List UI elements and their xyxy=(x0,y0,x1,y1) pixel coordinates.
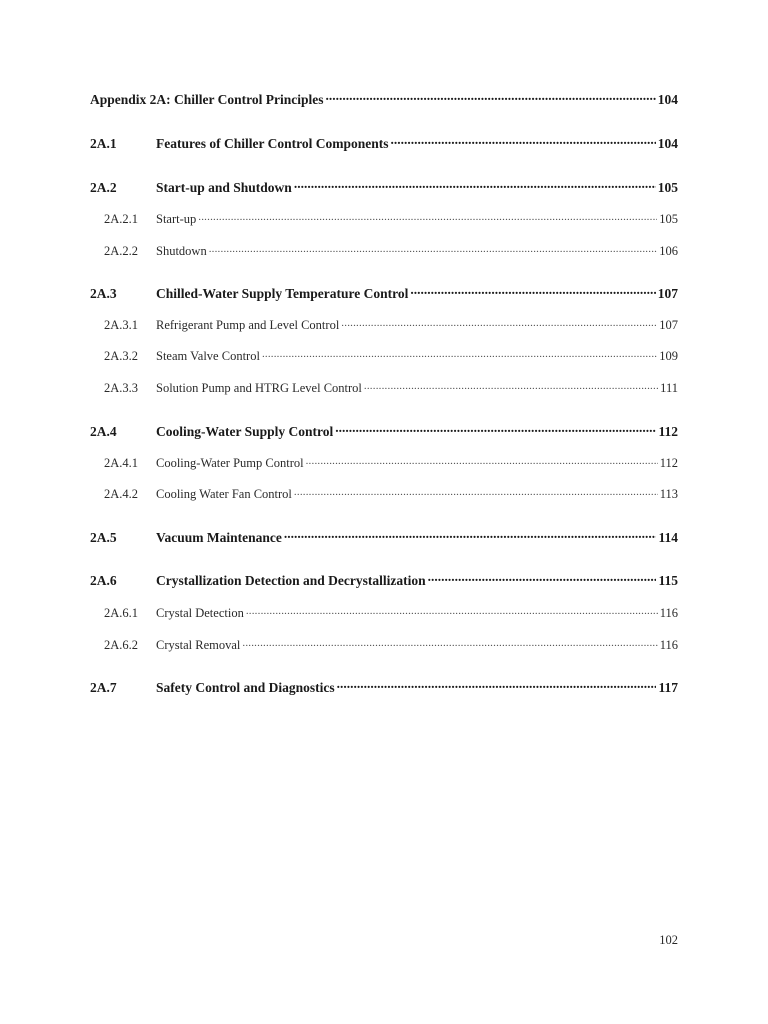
toc-entry-number: 2A.4.2 xyxy=(104,486,139,501)
dot-leader xyxy=(335,422,656,436)
toc-entry-number: 2A.6.1 xyxy=(104,605,139,620)
toc-entry-title: Cooling Water Fan Control xyxy=(156,486,292,501)
dot-leader xyxy=(364,379,658,392)
toc-entry-number: 2A.3 xyxy=(90,285,117,301)
toc-entry-number: 2A.6 xyxy=(90,572,117,588)
dot-leader xyxy=(428,571,657,585)
toc-entry[interactable] xyxy=(90,90,678,108)
toc-entry-title: Appendix 2A: Chiller Control Principles xyxy=(90,91,324,107)
dot-leader xyxy=(337,678,657,692)
toc-entry-number: 2A.1 xyxy=(90,135,117,151)
toc-entry-page: 114 xyxy=(658,529,678,545)
toc-entry-page: 117 xyxy=(658,679,678,695)
toc-entry-page: 107 xyxy=(659,317,678,332)
toc-entry-title: Cooling-Water Supply Control xyxy=(156,423,334,439)
toc-entry-title: Features of Chiller Control Components xyxy=(156,135,389,151)
toc-entry-number: 2A.7 xyxy=(90,679,117,695)
dot-leader xyxy=(410,284,655,298)
toc-entry-title: Solution Pump and HTRG Level Control xyxy=(156,380,362,395)
dot-leader xyxy=(246,604,658,617)
toc-entry-title: Start-up xyxy=(156,211,197,226)
toc-entry-number: 2A.2 xyxy=(90,179,117,195)
toc-entry-title: Chilled-Water Supply Temperature Control xyxy=(156,285,409,301)
dot-leader xyxy=(262,347,657,360)
toc-entry-number: 2A.6.2 xyxy=(104,637,139,652)
dot-leader xyxy=(242,636,657,649)
toc-entry-number: 2A.3.1 xyxy=(104,317,139,332)
toc-entry-title: Cooling-Water Pump Control xyxy=(156,455,304,470)
page-number: 102 xyxy=(659,933,678,947)
toc-entry[interactable] xyxy=(90,636,678,653)
toc-entry-title: Steam Valve Control xyxy=(156,348,260,363)
toc-entry[interactable] xyxy=(90,134,678,152)
toc-entry-title: Refrigerant Pump and Level Control xyxy=(156,317,340,332)
toc-entry-page: 113 xyxy=(659,486,678,501)
toc-entry[interactable] xyxy=(90,528,678,546)
toc-entry-page: 111 xyxy=(660,380,678,395)
toc-entry-number: 2A.5 xyxy=(90,529,117,545)
dot-leader xyxy=(284,528,657,542)
toc-entry[interactable] xyxy=(90,422,678,440)
toc-entry-page: 104 xyxy=(657,91,678,107)
toc-entry[interactable] xyxy=(90,284,678,302)
dot-leader xyxy=(209,242,658,255)
dot-leader xyxy=(341,316,657,329)
toc-entry-page: 115 xyxy=(658,572,678,588)
toc-entry[interactable] xyxy=(90,347,678,364)
dot-leader xyxy=(294,178,656,192)
toc-entry[interactable] xyxy=(90,571,678,589)
toc-entry-title: Crystallization Detection and Decrystallization xyxy=(156,572,426,588)
toc-entry-title: Vacuum Maintenance xyxy=(156,529,282,545)
toc-entry[interactable] xyxy=(90,604,678,621)
toc-entry[interactable] xyxy=(90,379,678,396)
toc-entry-page: 112 xyxy=(658,423,678,439)
dot-leader xyxy=(306,454,658,467)
toc-entry-page: 106 xyxy=(659,243,678,258)
toc-entry-page: 104 xyxy=(657,135,678,151)
toc-entry-page: 116 xyxy=(659,637,678,652)
toc-entry-number: 2A.3.3 xyxy=(104,380,139,395)
toc-entry-title: Crystal Detection xyxy=(156,605,244,620)
toc-entry-page: 116 xyxy=(659,605,678,620)
toc-entry-page: 105 xyxy=(659,211,678,226)
toc-entry-title: Start-up and Shutdown xyxy=(156,179,292,195)
toc-entry[interactable] xyxy=(90,178,678,196)
toc-entry[interactable] xyxy=(90,210,678,227)
toc-entry-title: Safety Control and Diagnostics xyxy=(156,679,335,695)
toc-entry-number: 2A.4.1 xyxy=(104,455,139,470)
dot-leader xyxy=(294,485,658,498)
dot-leader xyxy=(391,134,656,148)
toc-entry[interactable] xyxy=(90,242,678,259)
toc-entry-title: Crystal Removal xyxy=(156,637,241,652)
toc-entry-page: 107 xyxy=(657,285,678,301)
toc-entry-number: 2A.2.1 xyxy=(104,211,139,226)
toc-entry[interactable] xyxy=(90,454,678,471)
dot-leader xyxy=(326,90,656,104)
toc-entry-page: 112 xyxy=(659,455,678,470)
toc-entry-number: 2A.3.2 xyxy=(104,348,139,363)
toc-entry-title: Shutdown xyxy=(156,243,207,258)
toc-entry-page: 109 xyxy=(659,348,678,363)
dot-leader xyxy=(198,210,657,223)
toc-entry[interactable] xyxy=(90,485,678,502)
toc-entry[interactable] xyxy=(90,678,678,696)
toc-entry-page: 105 xyxy=(657,179,678,195)
toc-entry-number: 2A.2.2 xyxy=(104,243,139,258)
toc-entry[interactable] xyxy=(90,316,678,333)
toc-entry-number: 2A.4 xyxy=(90,423,117,439)
